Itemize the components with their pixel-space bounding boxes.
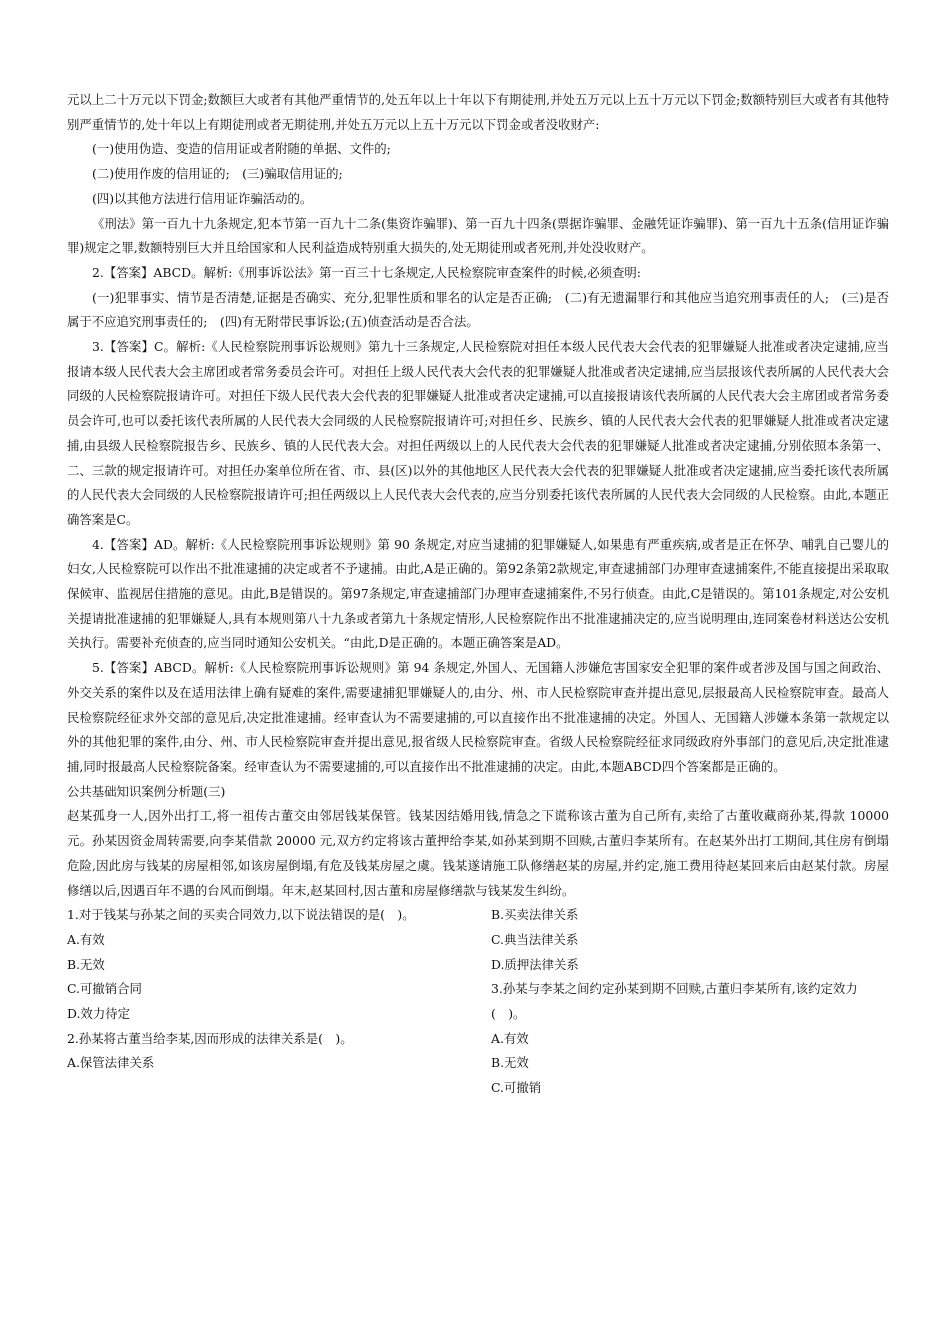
option-3c: C.可撤销 bbox=[491, 1080, 542, 1096]
paragraph-item-1: (一)使用伪造、变造的信用证或者附随的单据、文件的; bbox=[92, 141, 391, 157]
question-columns bbox=[67, 903, 889, 1101]
question-column-right bbox=[491, 903, 889, 1101]
option-1c: C.可撤销合同 bbox=[67, 981, 142, 997]
paragraph-article-199: 《刑法》第一百九十九条规定,犯本节第一百九十二条(集资诈骗罪)、第一百九十四条(票据诈骗罪、金融凭证诈骗罪)、第一百九十五条(信用证诈骗罪)规定之罪,数额特别巨大并且给国家和人民利益造成特别重大损失的,处无期徒刑或者死刑,并处没收财产。 bbox=[67, 215, 889, 256]
option-1d: D.效力待定 bbox=[67, 1006, 130, 1022]
question-3: 3.孙某与李某之间约定孙某到期不回赎,古董归李某所有,该约定效力( )。 bbox=[491, 981, 858, 1022]
section-title: 公共基础知识案例分析题(三) bbox=[67, 783, 226, 799]
paragraph-item-4: (四)以其他方法进行信用证诈骗活动的。 bbox=[92, 190, 313, 206]
answer-3: 3.【答案】C。解析:《人民检察院刑事诉讼规则》第九十三条规定,人民检察院对担任本级人民代表大会代表的犯罪嫌疑人批准或者决定逮捕,应当报请本级人民代表大会主席团或者常务委员会许可。对担任上级人民代表大会代表的犯罪嫌疑人批准或者决定逮捕,应当层报该代表所属的人民代表大会同级的人民检察院报请许可。对担任下级人民代表大会代表的犯罪嫌疑人批准或者决定逮捕,可以直接报请该代表所属的人民代表大会主席团或者常务委员会许可,也可以委托该代表所属的人民代表大会同级的人民检察院报请许可;对担任乡、民族乡、镇的人民代表大会代表的犯罪嫌疑人批准或者决定逮捕,由县级人民检察院报告乡、民族乡、镇的人民代表大会。对担任两级以上的人民代表大会代表的犯罪嫌疑人批准或者决定逮捕,分别依照本条第一、二、三款的规定报请许可。对担任办案单位所在省、市、县(区)以外的其他地区人民代表大会代表的犯罪嫌疑人批准或者决定逮捕,应当委托该代表所属的人民代表大会同级的人民检察院报请许可;担任两级以上人民代表大会代表的,应当分别委托该代表所属的人民代表大会同级的人民检察。由此,本题正确答案是C。 bbox=[67, 339, 889, 527]
paragraph-item-2-3: (二)使用作废的信用证的; (三)骗取信用证的; bbox=[92, 166, 343, 182]
answer-5: 5.【答案】ABCD。解析:《人民检察院刑事诉讼规则》第 94 条规定,外国人、无国籍人涉嫌危害国家安全犯罪的案件或者涉及国与国之间政治、外交关系的案件以及在适用法律上确有疑难的案件,需要逮捕犯罪嫌疑人的,由分、州、市人民检察院审查并提出意见,层报最高人民检察院审查。最高人民检察院经征求外交部的意见后,决定批准逮捕。经审查认为不需要逮捕的,可以直接作出不批准逮捕的决定。外国人、无国籍人涉嫌本条第一款规定以外的其他犯罪的案件,由分、州、市人民检察院审查并提出意见,报省级人民检察院审查。省级人民检察院经征求同级政府外事部门的意见后,决定批准逮捕,同时报最高人民检察院备案。经审查认为不需要逮捕的,可以直接作出不批准逮捕的决定。由此,本题ABCD四个答案都是正确的。 bbox=[67, 660, 889, 774]
option-2c: C.典当法律关系 bbox=[491, 931, 579, 947]
option-3a: A.有效 bbox=[491, 1030, 529, 1046]
option-2b: B.买卖法律关系 bbox=[491, 907, 579, 923]
option-1b: B.无效 bbox=[67, 956, 105, 972]
question-column-left bbox=[67, 903, 465, 1101]
question-1: 1.对于钱某与孙某之间的买卖合同效力,以下说法错误的是( )。 bbox=[67, 907, 415, 923]
answer-2: 2.【答案】ABCD。解析:《刑事诉讼法》第一百三十七条规定,人民检察院审查案件的时候,必须查明: bbox=[92, 264, 641, 280]
answer-2-detail: (一)犯罪事实、情节是否清楚,证据是否确实、充分,犯罪性质和罪名的认定是否正确; (二)有无遗漏罪行和其他应当追究刑事责任的人; (三)是否属于不应追究刑事责任的; (四)有无附带民事诉讼;(五)侦查活动是否合法。 bbox=[67, 289, 889, 330]
option-1a: A.有效 bbox=[67, 931, 105, 947]
question-2: 2.孙某将古董当给李某,因而形成的法律关系是( )。 bbox=[67, 1030, 353, 1046]
option-3b: B.无效 bbox=[491, 1055, 529, 1071]
document-page bbox=[67, 88, 889, 1101]
option-2a: A.保管法律关系 bbox=[67, 1055, 155, 1071]
answer-4: 4.【答案】AD。解析:《人民检察院刑事诉讼规则》第 90 条规定,对应当逮捕的犯罪嫌疑人,如果患有严重疾病,或者是正在怀孕、哺乳自己婴儿的妇女,人民检察院可以作出不批准逮捕的决定或者不予逮捕。由此,A是正确的。第92条第2款规定,审查逮捕部门办理审查逮捕案件,不能直接提出采取取保候审、监视居住措施的意见。由此,B是错误的。第97条规定,审查逮捕部门办理审查逮捕案件,不另行侦查。由此,C是错误的。第101条规定,对公安机关提请批准逮捕的犯罪嫌疑人,具有本规则第八十九条或者第九十条规定情形,人民检察院作出不批准逮捕决定的,应当说明理由,连同案卷材料送达公安机关执行。需要补充侦查的,应当同时通知公安机关。“由此,D是正确的。本题正确答案是AD。 bbox=[67, 536, 889, 651]
option-2d: D.质押法律关系 bbox=[491, 956, 579, 972]
case-text: 赵某孤身一人,因外出打工,将一祖传古董交由邻居钱某保管。钱某因结婚用钱,情急之下谎称该古董为自己所有,卖给了古董收藏商孙某,得款 10000 元。孙某因资金周转需要,向李某借款 20000 元,双方约定将该古董押给李某,如孙某到期不回赎,古董归李某所有。在赵某外出打工期间,其住房有倒塌危险,因此房与钱某的房屋相邻,如该房屋倒塌,有危及钱某房屋之虞。钱某遂请施工队修缮赵某的房屋,并约定,施工费用待赵某回来后由赵某付款。房屋修缮以后,因遇百年不遇的台风而倒塌。年末,赵某回村,因古董和房屋修缮款与钱某发生纠纷。 bbox=[67, 808, 889, 898]
paragraph-penalty-continuation: 元以上二十万元以下罚金;数额巨大或者有其他严重情节的,处五年以上十年以下有期徒刑,并处五万元以上五十万元以下罚金;数额特别巨大或者有其他特别严重情节的,处十年以上有期徒刑或者无期徒刑,并处五万元以上五十万元以下罚金或者没收财产: bbox=[67, 92, 889, 132]
